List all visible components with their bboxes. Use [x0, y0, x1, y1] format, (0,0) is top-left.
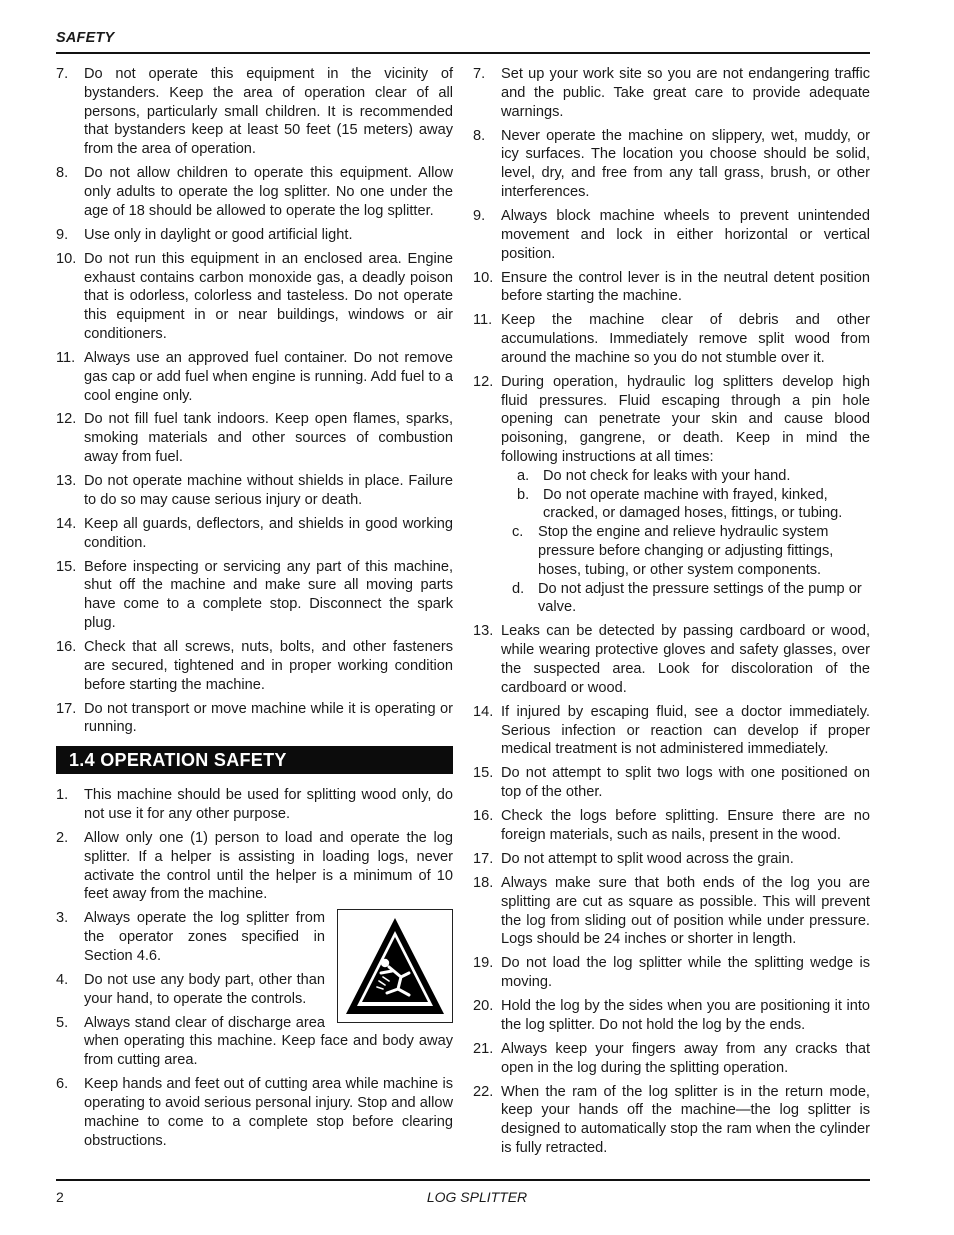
- list-item: 20. Hold the log by the sides when you are positioning it into the log splitter. Do not hold the log by the ends.: [473, 998, 870, 1033]
- list-item: 9. Always block machine wheels to prevent unintended movement and lock in either horizontal or vertical position.: [473, 207, 870, 262]
- operation-safety-list: [56, 786, 453, 1150]
- list-item: 8. Do not allow children to operate this equipment. Allow only adults to operate the log splitter. No one under the age of 18 should be allowed to operate the log splitter.: [56, 165, 453, 219]
- list-item: 14. Keep all guards, deflectors, and shields in good working condition.: [56, 515, 453, 551]
- list-item: 15. Do not attempt to split two logs with one positioned on top of the other.: [473, 765, 870, 801]
- list-item: 15. Before inspecting or servicing any part of this machine, shut off the machine and make sure all moving parts have come to a complete stop. Disconnect the spark plug.: [56, 558, 453, 632]
- sub-list-item: c. Stop the engine and relieve hydraulic system pressure before changing or adjusting fittings, hoses, tubing, or other system components.: [512, 524, 834, 578]
- list-item: 22. When the ram of the log splitter is in the return mode, keep your hands off the machine—the log splitter is designed to automatically stop the ram when the cylinder is fully retracted.: [473, 1083, 870, 1157]
- sub-list-item: d. Do not adjust the pressure settings of the pump or valve.: [512, 580, 862, 616]
- list-item: 18. Always make sure that both ends of the log you are splitting are cut as square as possible. This will prevent the log from sliding out of position while under pressure. Logs should be 24 inches or shorter in length.: [473, 874, 870, 948]
- list-item: 13. Leaks can be detected by passing cardboard or wood, while wearing protective gloves and safety glasses, over the suspected area. Look for discoloration of the cardboard or wood.: [473, 623, 870, 696]
- list-item: 5. Always stand clear of discharge area when operating this machine. Keep face and body away from cutting area.: [56, 1014, 453, 1069]
- list-item: 13. Do not operate machine without shields in place. Failure to do so may cause serious injury or death.: [56, 473, 453, 508]
- footer-rule: [56, 1179, 870, 1181]
- general-safety-list: [56, 65, 453, 737]
- list-item: 17. Do not attempt to split wood across the grain.: [473, 850, 794, 867]
- list-item: 6. Keep hands and feet out of cutting area while machine is operating to avoid serious personal injury. Stop and allow machine to come to a complete stop before clearing obstructions.: [56, 1076, 453, 1149]
- list-item: 9. Use only in daylight or good artificial light.: [56, 226, 353, 243]
- section-heading-operation-safety: 1.4 OPERATION SAFETY: [56, 746, 453, 774]
- list-item: 3. Always operate the log splitter from the operator zones specified in Section 4.6.: [56, 909, 453, 965]
- list-item: 21. Always keep your fingers away from any cracks that open in the log during the splitting operation.: [473, 1040, 870, 1076]
- list-item: 16. Check the logs before splitting. Ensure there are no foreign materials, such as nails, present in the wood.: [473, 808, 870, 843]
- list-item: 14. If injured by escaping fluid, see a doctor immediately. Serious infection or reaction can develop if proper medical treatment is not administered immediately.: [473, 703, 870, 758]
- list-item: 19. Do not load the log splitter while the splitting wedge is moving.: [473, 955, 870, 991]
- document-title: LOG SPLITTER: [426, 1189, 528, 1205]
- list-item: 12. During operation, hydraulic log splitters develop high fluid pressures. Fluid escaping through a pin hole opening can penetrate your skin and cause blood poisoning, gangrene, or death. Keep in mind the following instructions at all times: a. Do not check for leaks with your hand. b. Do not operate machine with frayed, kinked, cracked, or damaged hoses, fittings, or tubing. c. Stop the engine and relieve hydraulic system pressure before changing or adjusting fittings, hoses, tubing, or other system components. d. Do not adjust the pressure settings of the pump or valve.: [473, 373, 870, 616]
- list-item: 11. Keep the machine clear of debris and other accumulations. Immediately remove split wood from around the machine so you do not stumble over it.: [473, 312, 870, 366]
- section-label: SAFETY: [56, 30, 115, 46]
- header-rule: [56, 52, 870, 54]
- list-item: 16. Check that all screws, nuts, bolts, and other fasteners are secured, tightened and in proper working condition before starting the machine.: [56, 639, 453, 693]
- sub-list-item: b. Do not operate machine with frayed, kinked, cracked, or damaged hoses, fittings, or tubing.: [517, 486, 843, 522]
- list-item: 10. Do not run this equipment in an enclosed area. Engine exhaust contains carbon monoxide gas, a deadly poison that is odorless, colorless and tasteless. Do not operate this equipment in or near buildings, windows or air conditioners.: [56, 250, 453, 342]
- list-item: 10. Ensure the control lever is in the neutral detent position before starting the machine.: [473, 269, 870, 305]
- list-item: 8. Never operate the machine on slippery, wet, muddy, or icy surfaces. The location you choose should be solid, level, dry, and free from any tall grass, brush, or other interferences.: [473, 127, 870, 200]
- list-item: 11. Always use an approved fuel container. Do not remove gas cap or add fuel when engine is running. Add fuel to a cool engine only.: [56, 349, 453, 404]
- list-item: 7. Set up your work site so you are not endangering traffic and the public. Take great care to provide adequate warnings.: [473, 66, 870, 120]
- hydraulic-instructions-list: [501, 467, 870, 617]
- list-item: 1. This machine should be used for splitting wood only, do not use it for any other purpose.: [56, 787, 453, 822]
- list-item: 7. Do not operate this equipment in the vicinity of bystanders. Keep the area of operation clear of all persons, particularly small children. It is recommended that bystanders keep at least 50 feet (15 meters) away from the area of operation.: [56, 66, 453, 158]
- page-number: 2: [56, 1189, 64, 1205]
- left-column: [56, 65, 453, 1156]
- list-item: 12. Do not fill fuel tank indoors. Keep open flames, sparks, smoking materials and other sources of combustion away from fuel.: [56, 411, 453, 466]
- list-item: 4. Do not use any body part, other than your hand, to operate the controls.: [56, 971, 325, 1007]
- right-column: [473, 65, 870, 1163]
- site-safety-list: [473, 65, 870, 1158]
- list-item: 17. Do not transport or move machine while it is operating or running.: [56, 700, 453, 736]
- sub-list-item: a. Do not check for leaks with your hand.: [517, 467, 791, 484]
- list-item: 2. Allow only one (1) person to load and operate the log splitter. If a helper is assisting in loading logs, never activate the control until the helper is a minimum of 10 feet away from the machine.: [56, 829, 453, 903]
